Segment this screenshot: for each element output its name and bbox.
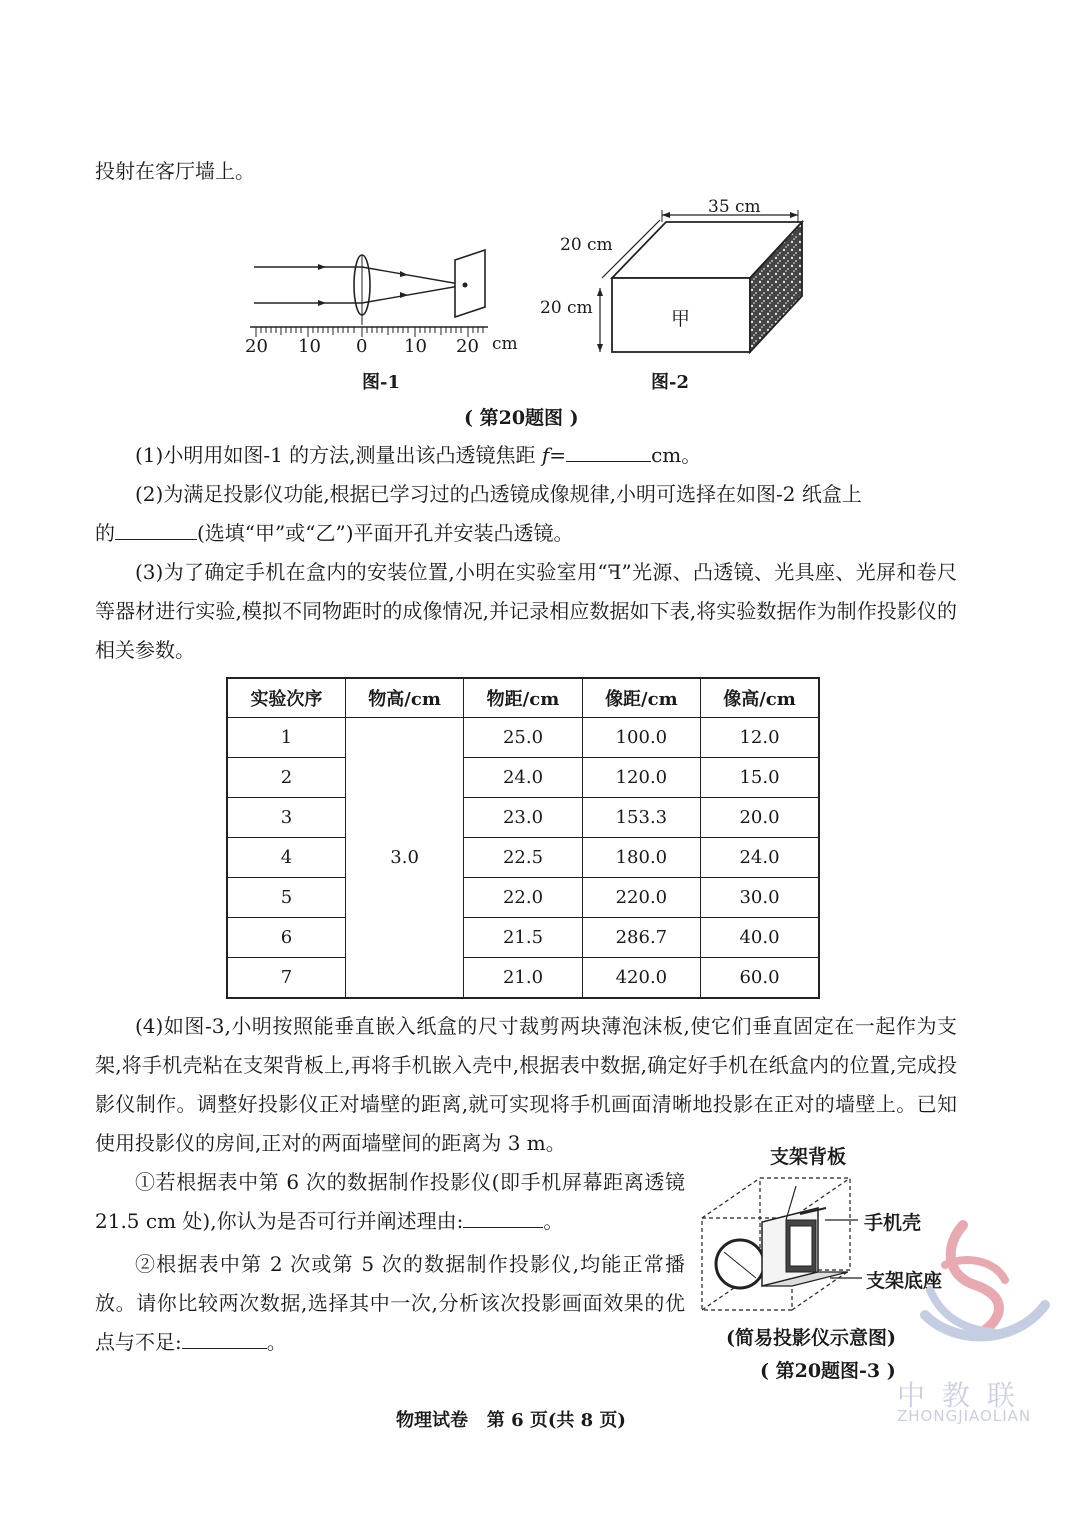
table-cell-object-height: 3.0 [345,718,463,999]
table-row [227,718,819,758]
table-cell: 24.0 [701,837,819,877]
table-header: 像高/cm [701,678,819,718]
table-header: 实验次序 [227,678,345,718]
answer-blank-q1[interactable] [566,439,651,462]
fig3-label-case: 手机壳 [864,1212,922,1234]
table-row [227,797,819,837]
table-cell: 23.0 [464,797,582,837]
table-cell: 22.0 [464,877,582,917]
table-cell: 21.0 [464,957,582,998]
question-1: (1)小明用如图-1 的方法,测量出该凸透镜焦距 f= cm。 [95,436,955,475]
table-cell: 6 [227,917,345,957]
answer-blank-q4-1[interactable] [463,1205,543,1228]
table-cell: 15.0 [701,757,819,797]
fig2-label: 图-2 [651,372,689,393]
table-header: 物距/cm [464,678,582,718]
fig1-tick-20-left: 20 [245,336,268,357]
table-cell: 2 [227,757,345,797]
question-3: (3)为了确定手机在盒内的安装位置,小明在实验室用“ꟻ”光源、凸透镜、光具座、光屏和卷尺等器材进行实验,模拟不同物距时的成像情况,并记录相应数据如下表,将实验数据作为制作投影仪的相关参数。 [95,560,957,662]
table-cell: 20.0 [701,797,819,837]
table-cell: 22.5 [464,837,582,877]
fig1-tick-20-right: 20 [456,336,479,357]
page-footer: 物理试卷 第 6 页(共 8 页) [396,1410,626,1431]
fig1-tick-10-right: 10 [404,336,427,357]
table-cell: 220.0 [582,877,700,917]
question-4-2: ②根据表中第 2 次或第 5 次的数据制作投影仪,均能正常播放。请你比较两次数据,选择其中一次,分析该次投影画面效果的优点与不足: 。 [95,1252,685,1354]
table-cell: 60.0 [701,957,819,998]
table-row [227,757,819,797]
table-cell: 1 [227,718,345,758]
table-cell: 420.0 [582,957,700,998]
table-cell: 286.7 [582,917,700,957]
table-cell: 12.0 [701,718,819,758]
table-row [227,877,819,917]
table-cell: 5 [227,877,345,917]
fig2-dim-depth: 20 cm [560,235,613,255]
figure-caption: ( 第20题图 ) [464,407,579,429]
question-2-line2: 的 (选填“甲”或“乙”)平面开孔并安装凸透镜。 [95,514,955,553]
fig3-caption-1: (简易投影仪示意图) [726,1327,896,1349]
table-cell: 120.0 [582,757,700,797]
answer-blank-q2[interactable] [115,517,197,540]
fig1-tick-0: 0 [356,336,368,357]
table-cell: 25.0 [464,718,582,758]
answer-blank-q4-2[interactable] [182,1326,267,1349]
fig3-label-base: 支架底座 [866,1270,943,1292]
table-cell: 24.0 [464,757,582,797]
fig2-dim-top: 35 cm [708,197,761,217]
table-cell: 30.0 [701,877,819,917]
table-cell: 21.5 [464,917,582,957]
table-cell: 7 [227,957,345,998]
fig3-caption-2: ( 第20题图-3 ) [760,1360,896,1382]
figure-2-box [590,200,810,360]
table-cell: 153.3 [582,797,700,837]
table-cell: 40.0 [701,917,819,957]
question-4-1: ①若根据表中第 6 次的数据制作投影仪(即手机屏幕距离透镜 21.5 cm 处),你认为是否可行并阐述理由: 。 [95,1170,685,1233]
watermark-en: ZHONGJIAOLIAN [897,1407,1032,1425]
table-cell: 180.0 [582,837,700,877]
fig1-label: 图-1 [362,372,400,393]
table-cell: 100.0 [582,718,700,758]
table-cell: 4 [227,837,345,877]
table-row [227,957,819,998]
watermark-cn: 中 教 联 [897,1379,1019,1412]
table-row [227,917,819,957]
fig2-dim-height: 20 cm [540,298,593,318]
intro-line: 投射在客厅墙上。 [95,159,255,183]
experiment-data-table [226,677,820,999]
fig1-tick-10-left: 10 [298,336,321,357]
watermark-logo-icon [905,1205,1055,1345]
table-header-row [227,678,819,718]
question-4: (4)如图-3,小明按照能垂直嵌入纸盒的尺寸裁剪两块薄泡沫板,使它们垂直固定在一起作为支架,将手机壳粘在支架背板上,再将手机嵌入壳中,根据表中数据,确定好手机在纸盒内的位置,完成投影仪制作。调整好投影仪正对墙壁的距离,就可实现将手机画面清晰地投影在正对的墙壁上。已知使用投影仪的房间,正对的两面墙壁间的距离为 3 m。 [95,1014,957,1155]
table-header: 像距/cm [582,678,700,718]
table-row [227,837,819,877]
table-header: 物高/cm [345,678,463,718]
question-2-line1: (2)为满足投影仪功能,根据已学习过的凸透镜成像规律,小明可选择在如图-2 纸盒上 [135,482,862,506]
fig3-label-backboard: 支架背板 [770,1146,847,1168]
figure-3-projector [690,1160,890,1330]
fig2-face-label: 甲 [671,308,691,330]
table-cell: 3 [227,797,345,837]
fig1-unit: cm [492,334,518,354]
